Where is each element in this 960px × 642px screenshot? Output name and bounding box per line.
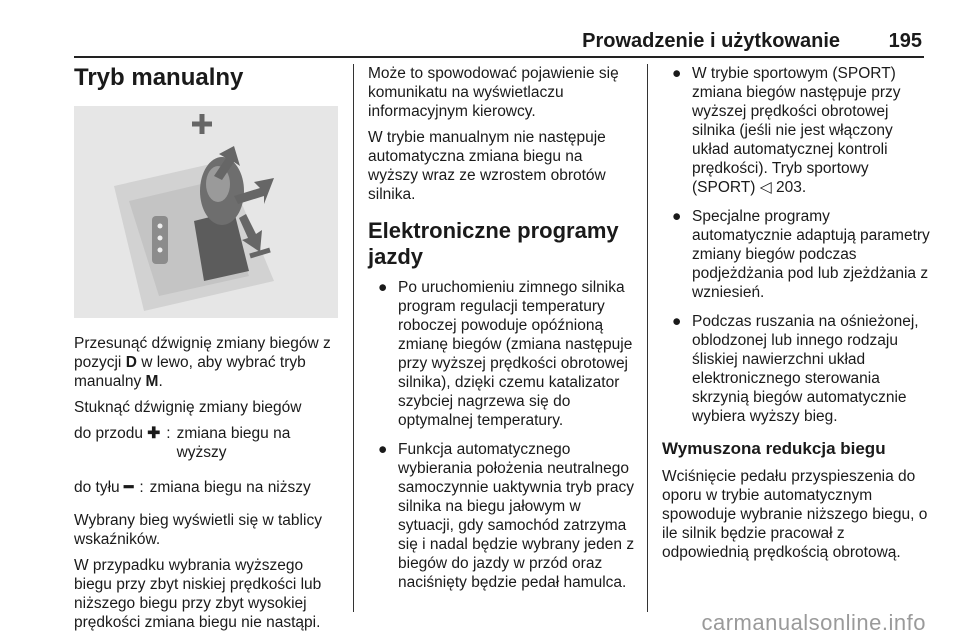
section-heading-electronic-programs: Elektroniczne programy jazdy [368,218,619,269]
column-divider [353,64,354,612]
section-heading-manual-mode: Tryb manualny [74,64,244,91]
definition-backward: do tyłu ━ : zmiana biegu na niższy [74,479,311,496]
column-1 [74,64,342,639]
page-reference-arrow-icon: ◁ [759,179,772,196]
watermark: carmanualsonline.info [701,610,926,635]
bullet-icon: ● [378,279,388,296]
gear-m-label: M [145,373,159,390]
gear-d-label: D [125,354,137,371]
list-item: ● Podczas ruszania na ośnieżonej, oblodzonej lub innego rodzaju śliskiej nawierzchni układ elektronicznego sterowania skrzynią biegów automatycznie wybiera wyższy bieg. [672,313,919,425]
gear-shift-illustration [74,106,338,318]
shift-definition-list [74,424,342,497]
list-item: ● Funkcja automatycznego wybierania położenia neutralnego samoczynnie uaktywnia tryb pracy silnika na biegu jałowym w sytuacji, gdy samochód zatrzyma się i nadal będzie wybrany jeden z biegów do jazdy w przód oraz naciśnięty będzie pedał hamulca. [378,441,635,591]
minus-icon: ━ [123,479,134,496]
paragraph-shift-not-possible: W przypadku wybrania wyższego biegu przy zbyt niskiej prędkości lub niższego biegu przy zbyt wysokiej prędkości zmiana biegu nie nastąpi. [74,557,322,631]
paragraph-shift-to-manual: Przesunąć dźwignię zmiany biegów z pozycji D w lewo, aby wybrać tryb manualny M. [74,335,331,390]
paragraph-kickdown: Wciśnięcie pedału przyspieszenia do oporu w trybie automatycznym spowoduje wybranie niższego biegu, o ile silnik będzie pracował z odpowiednią prędkością obrotową. [662,468,928,561]
definition-forward: do przodu ✚ : zmiana biegu na wyższy [74,425,291,461]
page-header [74,26,924,58]
bullet-icon: ● [378,441,388,458]
gear-lever-figure [74,106,338,318]
column-2 [368,64,636,602]
header-title: Prowadzenie i użytkowanie [582,30,840,52]
section-heading-kickdown: Wymuszona redukcja biegu [662,439,886,458]
programs-list-continued [662,64,930,426]
bullet-icon: ● [672,313,682,330]
bullet-icon: ● [672,65,682,82]
paragraph-no-auto-upshift: W trybie manualnym nie następuje automatyczna zmiana biegu na wyższy wraz ze wzrostem obrotów silnika. [368,129,606,203]
bullet-icon: ● [672,208,682,225]
paragraph-tap-lever: Stuknąć dźwignię zmiany biegów [74,399,302,416]
column-divider [647,64,648,612]
page-reference[interactable]: 203. [771,179,807,196]
paragraph-gear-display: Wybrany bieg wyświetli się w tablicy wskaźników. [74,512,322,548]
page-number: 195 [888,30,922,52]
plus-icon: ✚ [147,425,161,442]
paragraph-driver-info: Może to spowodować pojawienie się komunikatu na wyświetlaczu informacyjnym kierowcy. [368,65,619,120]
list-item: ● Specjalne programy automatycznie adaptują parametry zmiany biegów podczas podjeżdżania pod lub zjeżdżania z wzniesień. [672,208,930,301]
electronic-programs-list [368,278,636,592]
column-3 [662,64,930,569]
list-item: ● Po uruchomieniu zimnego silnika program regulacji temperatury roboczej powoduje opóźnioną zmianę biegów (zmiana następuje przy wyższej prędkości obrotowej silnika), dzięki czemu katalizator szybciej nagrzewa się do optymalnej temperatury. [378,279,633,429]
list-item: ● W trybie sportowym (SPORT) zmiana biegów następuje przy wyższej prędkości obrotowej silnika (jeśli nie jest włączony układ automatycznej kontroli prędkości). Tryb sportowy (SPORT) ◁ 203. [672,65,901,196]
